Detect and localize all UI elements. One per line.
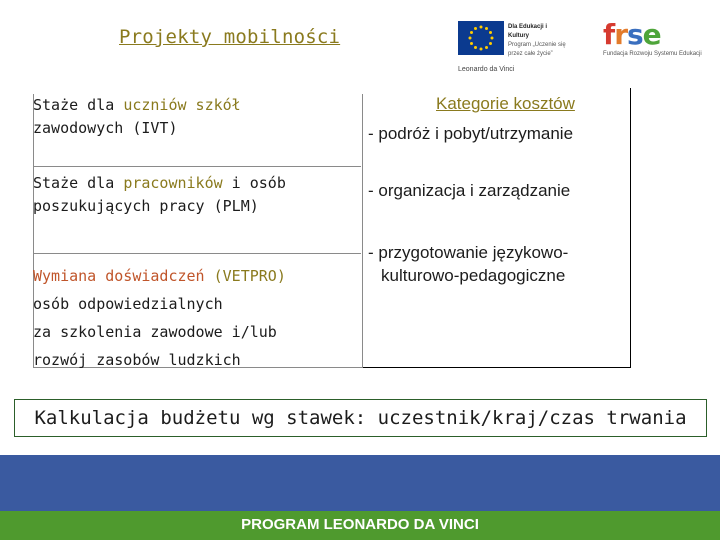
cost-categories-heading: Kategorie kosztów xyxy=(436,94,575,113)
leonardo-caption: Leonardo da Vinci xyxy=(458,66,515,73)
frse-caption: Fundacja Rozwoju Systemu Edukacji xyxy=(603,51,702,57)
frse-mark: frse xyxy=(603,18,661,51)
cost-item-preparation-cont: kulturowo-pedagogiczne xyxy=(381,266,566,285)
project-type-ivt: Staże dla uczniów szkół zawodowych (IVT) xyxy=(33,94,361,167)
project-type-plm: Staże dla pracowników i osób poszukujących pracy (PLM) xyxy=(33,166,361,254)
footer-blue-bar xyxy=(0,455,720,511)
page-title: Projekty mobilności xyxy=(119,26,341,48)
cost-item-travel: - podróż i pobyt/utrzymanie xyxy=(368,124,574,143)
eu-flag-icon xyxy=(458,21,504,55)
eu-logo-text: Dla Edukacji i Kultury Program „Uczenie się przez całe życie” xyxy=(508,24,566,57)
footer-program-name: PROGRAM LEONARDO DA VINCI xyxy=(241,516,479,533)
cost-item-organisation: - organizacja i zarządzanie xyxy=(368,181,571,200)
eu-leonardo-logo xyxy=(458,21,568,79)
cost-item-preparation: - przygotowanie językowo- xyxy=(368,243,569,262)
budget-calculation-box: Kalkulacja budżetu wg stawek: uczestnik/kraj/czas trwania xyxy=(14,399,707,437)
project-type-vetpro: Wymiana doświadczeń (VETPRO) osób odpowiedzialnych za szkolenia zawodowe i/lub rozwój zasobów ludzkich xyxy=(33,267,286,369)
frse-logo xyxy=(603,18,703,61)
